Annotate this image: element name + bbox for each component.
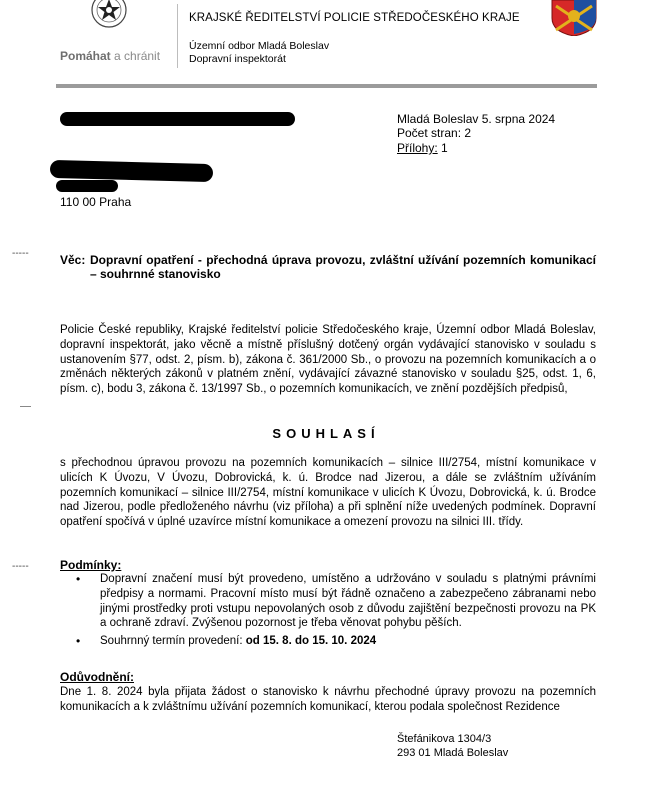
- conditions-heading: Podmínky:: [60, 558, 122, 572]
- department-line-1: Územní odbor Mladá Boleslav: [189, 40, 330, 52]
- margin-mark-line: [20, 406, 31, 407]
- term-value: od 15. 8. do 15. 10. 2024: [245, 635, 377, 648]
- regional-crest-icon: [550, 0, 598, 36]
- addressee-city: 110 00 Praha: [60, 195, 132, 209]
- intro-paragraph: Policie České republiky, Krajské ředitelství policie Středočeského kraje, Územní odbor Mladá Boleslav, dopravní inspektorát, jako věcně a místně příslušný dotčený orgán vydávající stanovisko v souladu s ustanovením §77, odst. 2, písm. b), zákona č. 361/2000 Sb., o provozu na pozemních komunikacích a o změnách některých zákonů v platném znění, vydávající závazné stanovisko v souladu §25, odst. 1, 6, písm. c), bodu 3, zákona č. 13/1997 Sb., o pozemních komunikacích, ve znění pozdějších předpisů,: [60, 324, 596, 396]
- term-label: Souhrnný termín provedení:: [100, 635, 246, 648]
- redaction-bar: [50, 160, 213, 182]
- slogan-bold: Pomáhat: [60, 49, 111, 63]
- attachments-label: Přílohy:: [397, 141, 438, 155]
- department-line-2: Dopravní inspektorát: [189, 53, 286, 65]
- attachments-value: 1: [437, 141, 448, 155]
- reasoning-heading: Odůvodnění:: [60, 670, 134, 684]
- reasoning-paragraph: Dne 1. 8. 2024 byla přijata žádost o stanovisko k návrhu přechodné úpravy provozu na pozemních komunikacích a k zvláštnímu užívání pozemních komunikací, kterou podala společnost Rezidence: [60, 686, 596, 713]
- attachments: [397, 141, 448, 155]
- footer-street: Štefánikova 1304/3: [397, 733, 492, 745]
- place-date: Mladá Boleslav 5. srpna 2024: [397, 112, 556, 126]
- slogan-rest: a chránit: [110, 49, 161, 63]
- organization-name: KRAJSKÉ ŘEDITELSTVÍ POLICIE STŘEDOČESKÉHO KRAJE: [189, 12, 520, 24]
- subject-text: Dopravní opatření - přechodná úprava provozu, zvláštní užívání pozemních komunikací – souhrnné stanovisko: [90, 253, 596, 281]
- page-count: Počet stran: 2: [397, 126, 472, 140]
- consent-paragraph: s přechodnou úpravou provozu na pozemních komunikacích – silnice III/2754, místní komunikace v ulicích K Úvozu, V Úvozu, Dobrovická, k. ú. Brodce nad Jizerou, a dále se zvláštním užíváním pozemních komunikací – silnice III/2754, místní komunikace v ulicích K Úvozu, Dobrovická, k. ú. Brodce nad Jizerou, podle předloženého návrhu (viz příloha) a při splnění níže uvedených podmínek. Dopravní opatření spočívá v úplné uzavírce místní komunikace a omezení provozu na silnici III. třídy.: [60, 457, 596, 529]
- margin-mark: -----: [12, 561, 29, 572]
- list-item: • Dopravní značení musí být provedeno, umístěno a udržováno v souladu s platnými právními předpisy a normami. Pracovní místo musí být řádně označeno a zabezpečeno zábranami nebo jinými prostředky proti vstupu nepovolaných osob z důvodu zajištění bezpečnosti provozu na PK a ochraně zdraví. Zvýšenou pozornost je třeba věnovat pohybu pěších.: [76, 572, 596, 631]
- redaction-bar: [56, 180, 118, 192]
- subject-label: Věc:: [60, 253, 86, 267]
- header-rule: [56, 84, 597, 88]
- header-divider: [177, 4, 178, 68]
- redaction-bar: [60, 112, 295, 126]
- list-item: [76, 634, 596, 649]
- margin-mark: -----: [12, 248, 29, 259]
- decision-heading: SOUHLASÍ: [272, 426, 380, 441]
- police-star-logo-icon: [80, 0, 138, 34]
- slogan: [60, 49, 160, 63]
- subject: [60, 253, 596, 281]
- conditions-list: [76, 572, 596, 649]
- footer-city: 293 01 Mladá Boleslav: [397, 747, 509, 759]
